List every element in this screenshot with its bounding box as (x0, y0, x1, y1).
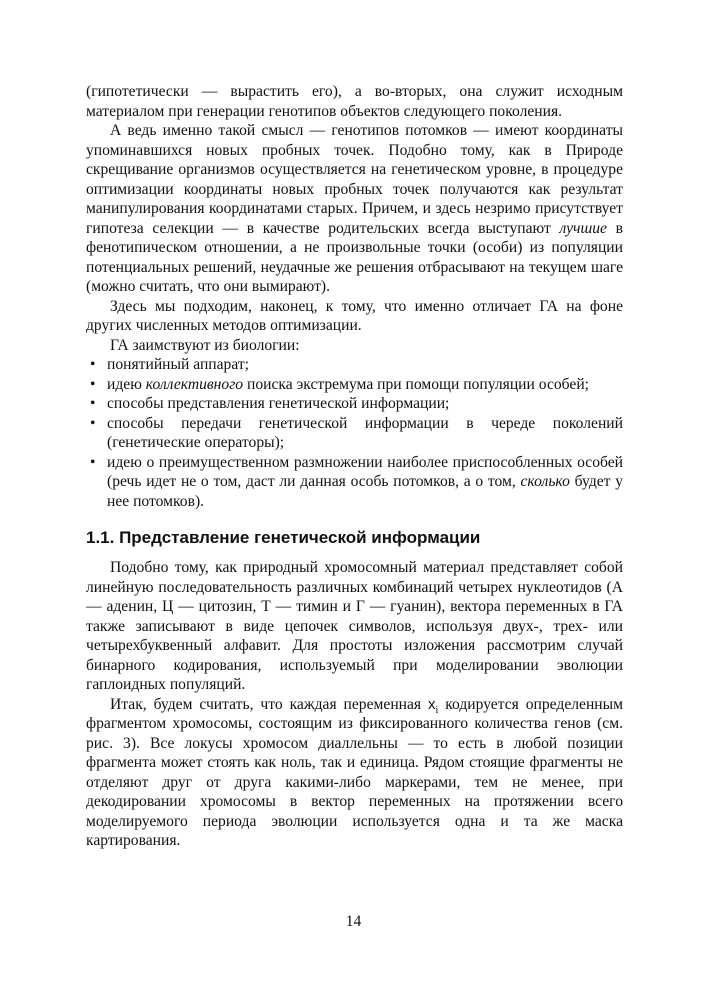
bullet-icon: • (90, 414, 96, 432)
text-run: кодируется определенным фрагментом хромосомы, состоящим из фиксированного количества генов (см. рис. 3). Все локусы хромосом диаллельны — то есть в любой позиции фрагмента может стоять как ноль, так и единица. Рядом стоящие фрагменты не отделяют друг от друга какими-либо маркерами, тем не менее, при декодировании хромосомы в вектор переменных на протяжении всего моделируемого периода эволюции используется одна и та же маска картирования. (86, 695, 623, 849)
page-number: 14 (345, 913, 362, 930)
section-heading: 1.1. Представление генетической информации (86, 528, 481, 547)
list-item-text: поиска экстремума при помощи популяции особей; (243, 375, 590, 393)
variable-x: x (428, 695, 436, 713)
bullet-icon: • (90, 375, 96, 393)
paragraph-chromosome-analogy: Подобно тому, как природный хромосомный материал представляет собой линейную последовательность различных комбинаций четырех нуклеотидов (А — аденин, Ц — цитозин, Т — тимин и Г — гуанин), вектора переменных в ГА также записывают в виде цепочек символов, используя двух-, трех- или четырехбуквенный алфавит. Для простоты изложения рассмотрим случай бинарного кодирования, используемый при моделировании эволюции гаплоидных популяций. (86, 559, 623, 693)
list-item-text: понятийный аппарат; (107, 356, 250, 373)
list-item-text: способы передачи генетической информации в череде поколений (генетические операторы); (107, 414, 623, 451)
bullet-icon: • (90, 395, 96, 412)
emphasis-text: сколько (520, 473, 570, 490)
list-item (86, 414, 623, 453)
list-item (86, 355, 623, 375)
list-item-text: идею о преимущественном размножении наиболее приспособленных особей (речь идет не о том, даст ли данная особь потомков, а о том, (107, 453, 623, 490)
bullet-icon: • (90, 356, 96, 373)
variable-subscript: i (435, 704, 439, 716)
text-run: А ведь именно такой смысл — генотипов потомков — имеют координаты упоминавшихся новых пробных точек. Подобно тому, как в Природе скрещивание организмов осуществляется на генетическом уровне, в процедуре оптимизации координаты новых пробных точек получаются как результат манипулирования координатами старых. Причем, и здесь незримо присутствует гипотеза селекции — в качестве родительских всегда выступают (86, 122, 623, 237)
page-content (86, 82, 623, 851)
list-item (86, 453, 623, 512)
list-item (86, 394, 623, 414)
list-item-text: способы представления генетической информации; (107, 395, 450, 412)
emphasis-text: коллективного (145, 375, 244, 393)
paragraph-list-intro: ГА заимствуют из биологии: (110, 336, 300, 354)
borrowed-features-list (86, 355, 623, 511)
emphasis-text: лучшие (559, 219, 607, 237)
list-item-text: идею (107, 375, 146, 393)
paragraph-ga-distinction: Здесь мы подходим, наконец, к тому, что именно отличает ГА на фоне других численных методов оптимизации. (86, 297, 623, 334)
bullet-icon: • (90, 453, 96, 471)
paragraph-genotype-meaning (86, 121, 623, 297)
text-run: в фенотипическом отношении, а не произвольные точки (особи) из популяции потенциальных решений, неудачные же решения отбрасывают на текущем шаге (можно считать, что они вымирают). (86, 219, 624, 295)
paragraph-variable-encoding (86, 695, 623, 851)
paragraph-continuation: (гипотетически — вырастить его), а во-вторых, она служит исходным материалом при генерации генотипов объектов следующего поколения. (86, 83, 623, 120)
list-item (86, 375, 623, 395)
text-run: Итак, будем считать, что каждая переменная (110, 695, 429, 713)
list-item-text: будет у нее потомков). (107, 473, 624, 510)
